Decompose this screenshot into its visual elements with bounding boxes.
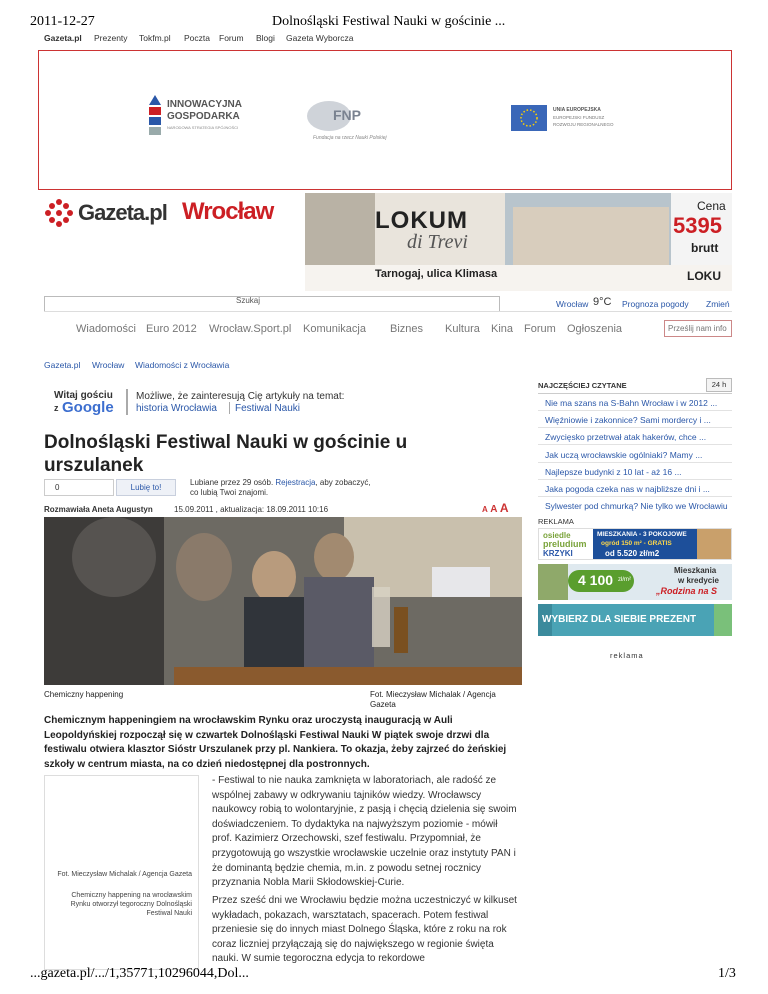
fnp-logo-sub: Fundacja na rzecz Nauki Polskiej [313, 135, 387, 141]
ad2-unit: zł/m² [618, 577, 631, 583]
article-para-2: Przez sześć dni we Wrocławiu będzie można uczestniczyć w kilkuset wykładach, pokazach, warsztatach, spacerach. Potem festiwal przeniesie się do innych miast Dolnego Śląska, które z roku na rok coraz liczniej przyłączają się do największego w regionie święta nauki. W sumie tegoroczna edycja to rekordowe [212, 895, 517, 965]
ig-logo-sub: GOSPODARKA [167, 111, 240, 122]
lokum-name: LOKUM [375, 207, 468, 234]
eu-logo-title: UNIA EUROPEJSKA [553, 107, 601, 113]
secnav-sport[interactable]: Wrocław.Sport.pl [209, 323, 292, 335]
like-text-1: Lubiane przez 29 osób. [190, 478, 274, 487]
print-title: Dolnośląski Festiwal Nauki w gościnie ... [272, 14, 506, 29]
secnav-euro[interactable]: Euro 2012 [146, 323, 197, 335]
secnav-biznes[interactable]: Biznes [390, 323, 424, 335]
lokum-price-tail: brutt [691, 241, 719, 255]
font-size-large[interactable]: A [499, 501, 509, 515]
side-photo-credit: Fot. Mieczysław Michalak / Agencja Gazeta [57, 871, 192, 878]
ig-logo-icon [147, 95, 163, 139]
ad-rodzina[interactable] [538, 564, 732, 600]
ad1-line3: od 5.520 zł/m2 [605, 549, 660, 558]
side-photo-box[interactable] [44, 775, 199, 970]
send-info-input[interactable] [664, 320, 732, 337]
secnav-forum[interactable]: Forum [524, 323, 556, 335]
like-text-3: co lubią Twoi znajomi. [190, 488, 269, 497]
topnav-poczta[interactable]: Poczta [184, 33, 210, 43]
like-text-2: , aby zobaczyć, [315, 478, 371, 487]
search-input[interactable] [44, 296, 500, 312]
weather-temp: 9°C [593, 296, 612, 308]
photo-credit: Fot. Mieczysław Michalak / Agencja Gazeta [370, 690, 496, 709]
welcome-greeting: Witaj gościu [54, 390, 113, 401]
article-title: Dolnośląski Festiwal Nauki w gościnie u urszulanek [44, 432, 408, 476]
lokum-price: 5395 [673, 213, 722, 238]
like-count-box [44, 479, 114, 496]
article-photo[interactable] [44, 517, 522, 685]
article-para-1: - Festiwal to nie nauka zamknięta w laboratoriach, ale radość ze wspólnej zabawy w odkrywaniu tajników wiedzy. Wrocławscy naukowcy robią to wolontaryjnie, z pasją i chęcią dzielenia się swoim doświadczeniem. To dydaktyka na najwyższym poziomie - mówił prof. Kazimierz Orzechowski, szef festiwalu. Przypomniał, że przygotowują go wszystkie wrocławskie uczelnie oraz instytuty PAN i że dominantą będzie chemia, m.in. z powodu setnej rocznicy przyznania Nobla Marii Skłodowskiej-Curie. [212, 775, 517, 889]
lokum-sub: di Trevi [407, 231, 468, 253]
lokum-banner[interactable] [305, 193, 732, 291]
like-count: 0 [55, 483, 60, 492]
fnp-logo-title: FNP [333, 107, 361, 123]
ad2-line2: w kredycie [678, 576, 719, 585]
ad-preludium[interactable] [538, 528, 732, 560]
welcome-suggest: Możliwe, że zainteresują Cię artykuły na temat: [136, 391, 345, 402]
ig-logo-small: NARODOWA STRATEGIA SPÓJNOŚCI [167, 125, 239, 130]
ads-label: REKLAMA [538, 517, 574, 526]
welcome-prefix: z [54, 403, 59, 413]
ad1-line1: MIESZKANIA - 3 POKOJOWE [597, 531, 687, 538]
ad1-brand3: KRZYKI [543, 549, 573, 558]
article-lead: Chemicznym happeningiem na wrocławskim Rynku oraz uroczystą inauguracją w Auli Leopoldyńskiej rozpoczął się w czwartek Dolnośląski Festiwal Nauki W piątek swoje drzwi dla festiwalu otwiera klasztor Sióstr Urszulanek przy pl. Nankiera. To okazja, żeby zajrzeć do żeńskiej szkoły w centrum miasta, na co dzień niedostępnej dla postronnych. [44, 715, 507, 770]
breadcrumb-gazeta[interactable]: Gazeta.pl [44, 360, 81, 370]
most-read-title: NAJCZĘŚCIEJ CZYTANE [538, 381, 627, 390]
font-size-controls [482, 501, 509, 515]
breadcrumb-wroclaw[interactable]: Wrocław [92, 360, 125, 370]
ad1-brand2: preludium [543, 539, 587, 549]
weather-city[interactable]: Wrocław [556, 299, 589, 309]
side-photo-caption: Chemiczny happening na wrocławskim Rynku otworzył tegoroczny Dolnośląski Festiwal Nauki [70, 892, 192, 917]
topnav-blogi[interactable]: Blogi [256, 33, 275, 43]
photo-caption: Chemiczny happening [44, 690, 124, 699]
topic-sep [229, 402, 230, 414]
lokum-street: Tarnogaj, ulica Klimasa [375, 268, 498, 280]
topic-link-1[interactable]: historia Wrocławia [136, 403, 217, 414]
register-link[interactable]: Rejestracja [275, 478, 316, 487]
print-page: 1/3 [718, 966, 736, 981]
eu-logo-sub: EUROPEJSKI FUNDUSZ [553, 115, 605, 120]
lokum-price-label: Cena [697, 199, 726, 213]
ad1-brand1: osiedle [543, 531, 571, 540]
ad3-text: WYBIERZ DLA SIEBIE PREZENT [542, 614, 697, 625]
ads-footer-label: reklama [610, 651, 644, 660]
ad2-line1: Mieszkania [674, 566, 717, 575]
topic-link-2[interactable]: Festiwal Nauki [235, 403, 301, 414]
forecast-link[interactable]: Prognoza pogody [622, 299, 689, 309]
most-read-item[interactable]: Nie ma szans na S-Bahn Wrocław i w 2012 ... [545, 398, 718, 408]
welcome-divider [126, 389, 128, 415]
most-read-divider [538, 393, 732, 394]
ig-logo-title: INNOWACYJNA [167, 99, 243, 110]
topnav-forum[interactable]: Forum [219, 33, 244, 43]
secnav-kina[interactable]: Kina [491, 323, 514, 335]
eu-logo-small: ROZWOJU REGIONALNEGO [553, 122, 614, 127]
secnav-komunikacja[interactable]: Komunikacja [303, 323, 366, 335]
like-text [190, 478, 371, 487]
most-read-item[interactable]: Sylwester pod chmurką? Nie tylko we Wrocławiu [545, 501, 728, 511]
font-size-mid[interactable]: A [490, 504, 498, 515]
most-read-item[interactable]: Więźniowie i zakonnice? Sami mordercy i ... [545, 415, 711, 425]
search-label: Szukaj [236, 296, 261, 305]
lokum-logo-small: LOKU [687, 269, 721, 283]
top-ad-banner[interactable] [38, 50, 732, 190]
print-date: 2011-12-27 [30, 14, 95, 29]
secnav-wiadomosci[interactable]: Wiadomości [76, 323, 136, 335]
breadcrumb-wiadomosci[interactable]: Wiadomości z Wrocławia [135, 360, 230, 370]
article-date: 15.09.2011 , aktualizacja: 18.09.2011 10:16 [174, 505, 329, 514]
gazeta-dots-icon [44, 198, 74, 228]
topnav-gazeta[interactable]: Gazeta.pl [44, 33, 82, 43]
eu-flag-icon [511, 105, 547, 131]
fnp-logo [307, 101, 457, 145]
google-logo: Google [62, 399, 114, 416]
most-read-item[interactable]: Jaka pogoda czeka nas w najbliższe dni i ... [545, 484, 710, 494]
topnav-wyborcza[interactable]: Gazeta Wyborcza [286, 33, 354, 43]
secnav-kultura[interactable]: Kultura [445, 323, 480, 335]
ad1-line2: ogród 150 m² - GRATIS [601, 540, 672, 547]
ad2-price: 4 100 [578, 572, 614, 588]
print-url: ...gazeta.pl/.../1,35771,10296044,Dol... [30, 966, 249, 981]
like-button[interactable]: Lubię to! [116, 479, 176, 496]
secnav-ogloszenia[interactable]: Ogłoszenia [567, 323, 623, 335]
most-read-item[interactable]: Zwycięsko przetrwał atak hakerów, chce ... [545, 432, 707, 442]
ad-prezent[interactable] [538, 604, 732, 636]
article-author: Rozmawiała Aneta Augustyn [44, 505, 153, 514]
brand-name[interactable]: Gazeta.pl [78, 200, 167, 225]
most-read-item[interactable]: Najlepsze budynki z 10 lat - aż 16 ... [545, 467, 682, 477]
search-divider [44, 311, 732, 312]
topnav-prezenty[interactable]: Prezenty [94, 33, 128, 43]
change-city-link[interactable]: Zmień [706, 299, 730, 309]
brand-city[interactable]: Wrocław [182, 198, 274, 225]
most-read-tab-24h[interactable]: 24 h [706, 378, 732, 392]
ad2-line3: „Rodzina na S [656, 586, 718, 596]
most-read-item[interactable]: Jak uczą wrocławskie ogólniaki? Mamy ... [545, 450, 703, 460]
font-size-small[interactable]: A [482, 505, 488, 514]
topnav-tokfm[interactable]: Tokfm.pl [139, 33, 171, 43]
